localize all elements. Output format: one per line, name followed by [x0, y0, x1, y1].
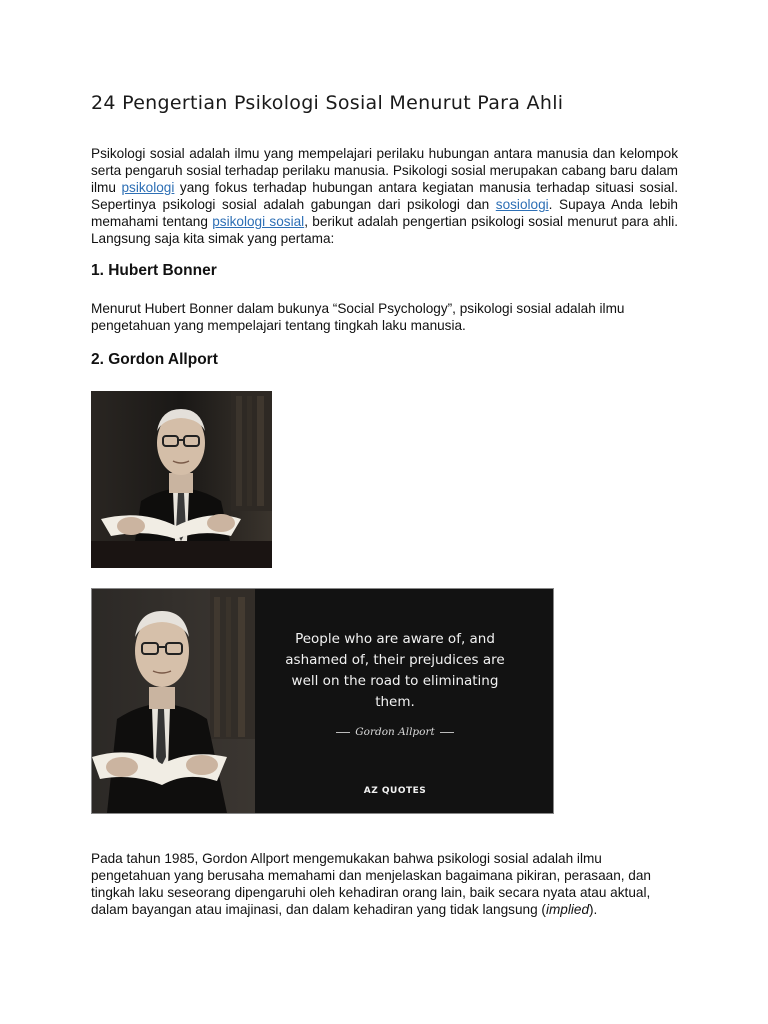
heading-hubert-bonner: 1. Hubert Bonner — [91, 262, 217, 279]
allport-text-end: ). — [589, 902, 598, 917]
link-sosiologi[interactable]: sosiologi — [495, 197, 549, 212]
azquotes-logo: AZ QUOTES — [363, 786, 427, 796]
intro-paragraph — [91, 145, 678, 247]
dash-left — [336, 732, 350, 733]
gordon-allport-photo — [91, 391, 272, 568]
allport-text-italic: implied — [545, 902, 590, 917]
hubert-bonner-paragraph: Menurut Hubert Bonner dalam bukunya “Social Psychology”, psikologi sosial adalah ilmu pengetahuan yang mempelajari tentang tingkah laku manusia. — [91, 301, 625, 333]
intro-text-1: Psikologi sosial adalah ilmu yang mempelajari perilaku hubungan antara manusia dan kelompok serta pengaruh sosial terhadap perilaku manusia. Psikologi sosial merupakan cabang baru dalam ilmu — [91, 146, 678, 195]
gordon-allport-paragraph — [91, 850, 678, 918]
intro-text-4: , berikut adalah pengertian psikologi sosial menurut para ahli. Langsung saja kita simak yang pertama: — [91, 214, 678, 246]
intro-text-3: . Supaya Anda lebih memahami tentang — [91, 197, 678, 229]
link-psikologi-sosial[interactable]: psikologi sosial — [212, 214, 305, 229]
portrait-illustration — [91, 391, 272, 568]
quote-card — [91, 588, 554, 814]
link-psikologi[interactable]: psikologi — [121, 180, 175, 195]
dash-right — [440, 732, 454, 733]
allport-text-main: Pada tahun 1985, Gordon Allport mengemukakan bahwa psikologi sosial adalah ilmu pengetahuan yang berusaha memahami dan menjelaskan bagaimana pikiran, perasaan, dan tingkah laku seseorang dipengaruhi oleh kehadiran orang lain, baik secara nyata atau aktual, dalam bayangan atau imajinasi, dan dalam kehadiran yang tidak langsung ( — [91, 851, 651, 917]
quote-author — [270, 726, 520, 738]
quote-text: People who are aware of, and ashamed of, their prejudices are well on the road to eliminating them. — [285, 631, 505, 710]
quote-author-name: Gordon Allport — [355, 726, 435, 738]
heading-gordon-allport: 2. Gordon Allport — [91, 351, 218, 368]
intro-text-2: yang fokus terhadap hubungan antara kegiatan manusia terhadap situasi sosial. Sepertinya psikologi sosial adalah gabungan dari psikologi dan — [91, 180, 679, 212]
page-title: 24 Pengertian Psikologi Sosial Menurut Para Ahli — [91, 92, 564, 114]
quote-portrait — [92, 589, 255, 813]
